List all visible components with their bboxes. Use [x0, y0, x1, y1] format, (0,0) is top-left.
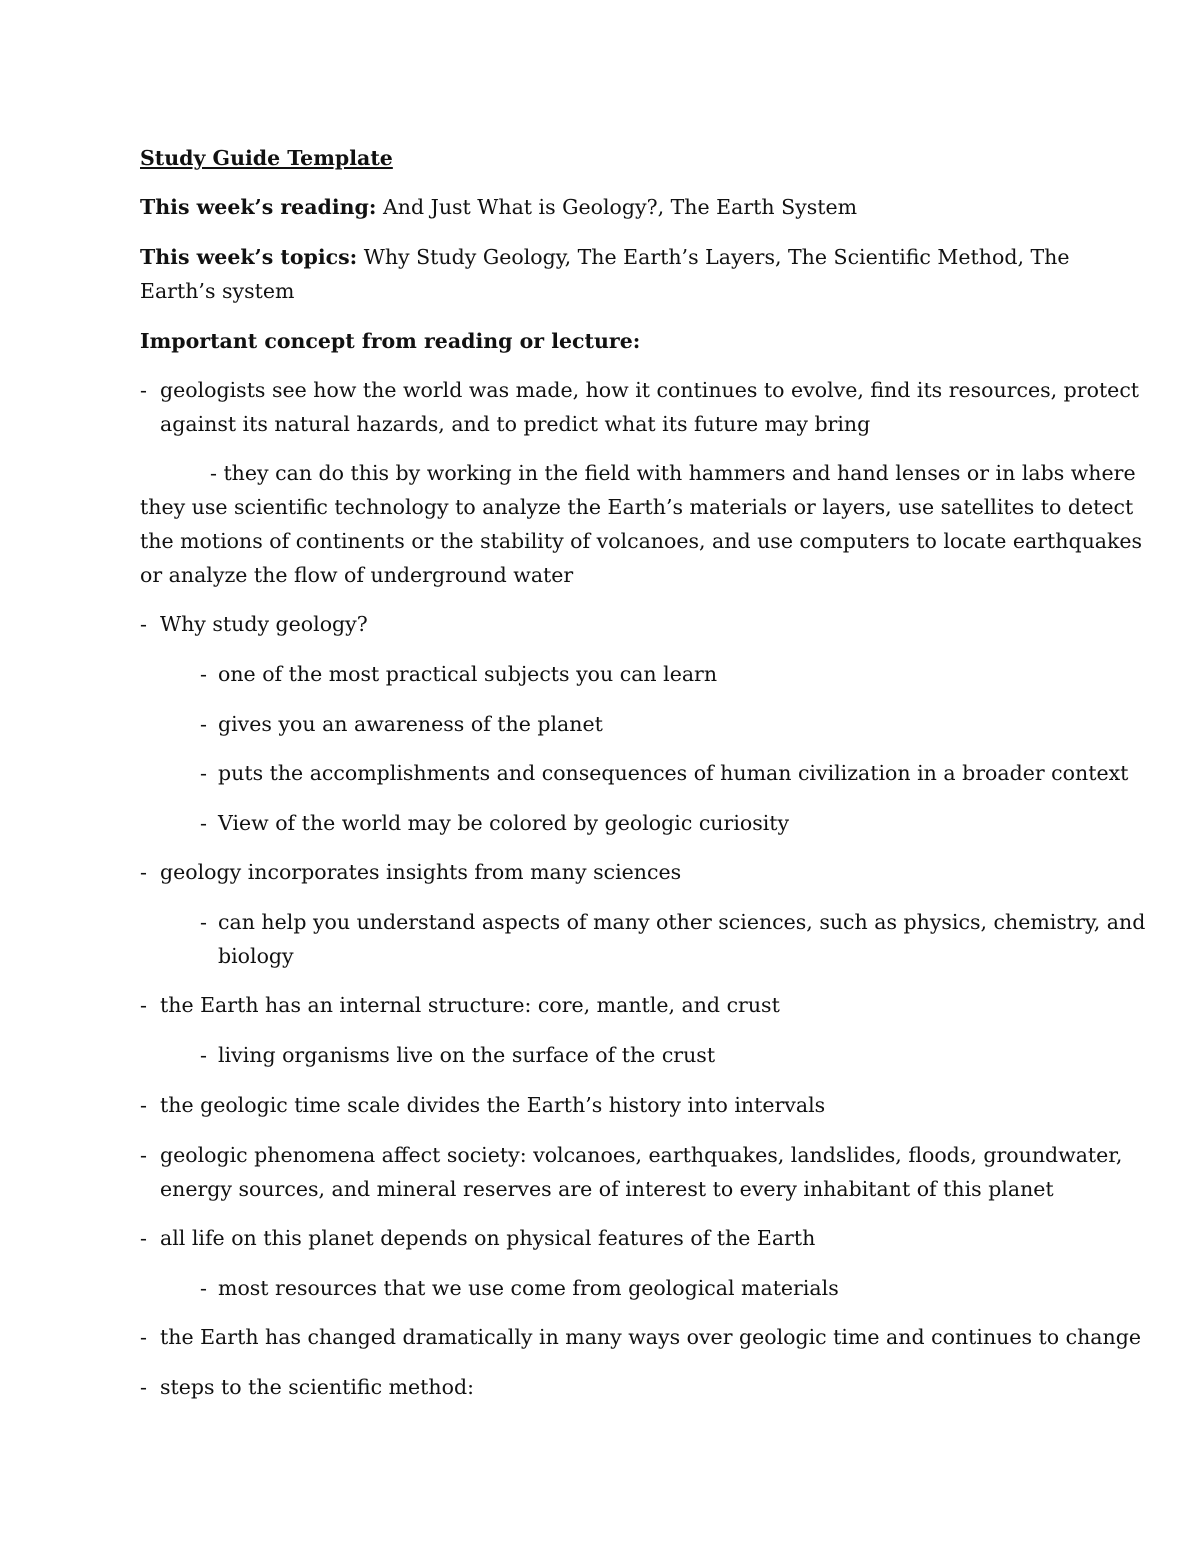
bullet-dash: - — [200, 1043, 207, 1067]
paragraph-field-line2: they use scientific technology to analyze the Earth’s materials or layers, use satellites to detect — [140, 495, 1134, 519]
sub-item-organisms: living organisms live on the surface of the crust — [218, 1043, 716, 1067]
list-item-steps: steps to the scientific method: — [160, 1375, 474, 1399]
topics-label: This week’s topics: — [140, 245, 358, 269]
sub-item-practical: one of the most practical subjects you can learn — [218, 662, 718, 686]
paragraph-field-line4: or analyze the flow of underground water — [140, 563, 574, 587]
sub-item-awareness: gives you an awareness of the planet — [218, 712, 603, 736]
bullet-dash: - — [200, 910, 207, 934]
sub-item-view: View of the world may be colored by geologic curiosity — [218, 811, 790, 835]
list-item-incorporates: geology incorporates insights from many sciences — [160, 860, 682, 884]
list-item-geologists-cont: against its natural hazards, and to predict what its future may bring — [160, 412, 871, 436]
list-item-geologists: geologists see how the world was made, how it continues to evolve, find its resources, protect — [160, 378, 1140, 402]
bullet-dash: - — [140, 1093, 147, 1117]
list-item-phenomena-cont: energy sources, and mineral reserves are of interest to every inhabitant of this planet — [160, 1177, 1054, 1201]
bullet-dash: - — [140, 860, 147, 884]
bullet-dash: - — [200, 712, 207, 736]
list-item-phenomena: geologic phenomena affect society: volcanoes, earthquakes, landslides, floods, groundwater, — [160, 1143, 1123, 1167]
sub-item-sciences: can help you understand aspects of many other sciences, such as physics, chemistry, and — [218, 910, 1146, 934]
bullet-dash: - — [200, 761, 207, 785]
paragraph-field-line1: - they can do this by working in the field with hammers and hand lenses or in labs where — [210, 461, 1136, 485]
bullet-dash: - — [200, 662, 207, 686]
topics-value: Why Study Geology, The Earth’s Layers, The Scientific Method, The — [363, 245, 1070, 269]
list-item-changed: the Earth has changed dramatically in many ways over geologic time and continues to change — [160, 1325, 1141, 1349]
document-title: Study Guide Template — [140, 146, 393, 170]
bullet-dash: - — [140, 993, 147, 1017]
bullet-dash: - — [200, 811, 207, 835]
sub-item-sciences-cont: biology — [218, 944, 294, 968]
list-item-why: Why study geology? — [160, 612, 368, 636]
reading-line — [140, 190, 857, 224]
bullet-dash: - — [140, 612, 147, 636]
sub-item-resources: most resources that we use come from geological materials — [218, 1276, 839, 1300]
paragraph-field-line3: the motions of continents or the stability of volcanoes, and use computers to locate earthquakes — [140, 529, 1143, 553]
reading-label: This week’s reading: — [140, 195, 377, 219]
bullet-dash: - — [140, 1375, 147, 1399]
topics-line — [140, 240, 1069, 274]
reading-value: And Just What is Geology?, The Earth System — [382, 195, 858, 219]
bullet-dash: - — [140, 1143, 147, 1167]
topics-value-continued: Earth’s system — [140, 279, 295, 303]
concept-heading: Important concept from reading or lecture: — [140, 329, 641, 353]
list-item-structure: the Earth has an internal structure: core, mantle, and crust — [160, 993, 780, 1017]
sub-item-accomplishments: puts the accomplishments and consequences of human civilization in a broader context — [218, 761, 1129, 785]
bullet-dash: - — [140, 1325, 147, 1349]
list-item-life: all life on this planet depends on physical features of the Earth — [160, 1226, 816, 1250]
bullet-dash: - — [140, 378, 147, 402]
bullet-dash: - — [140, 1226, 147, 1250]
bullet-dash: - — [200, 1276, 207, 1300]
list-item-timescale: the geologic time scale divides the Earth’s history into intervals — [160, 1093, 826, 1117]
